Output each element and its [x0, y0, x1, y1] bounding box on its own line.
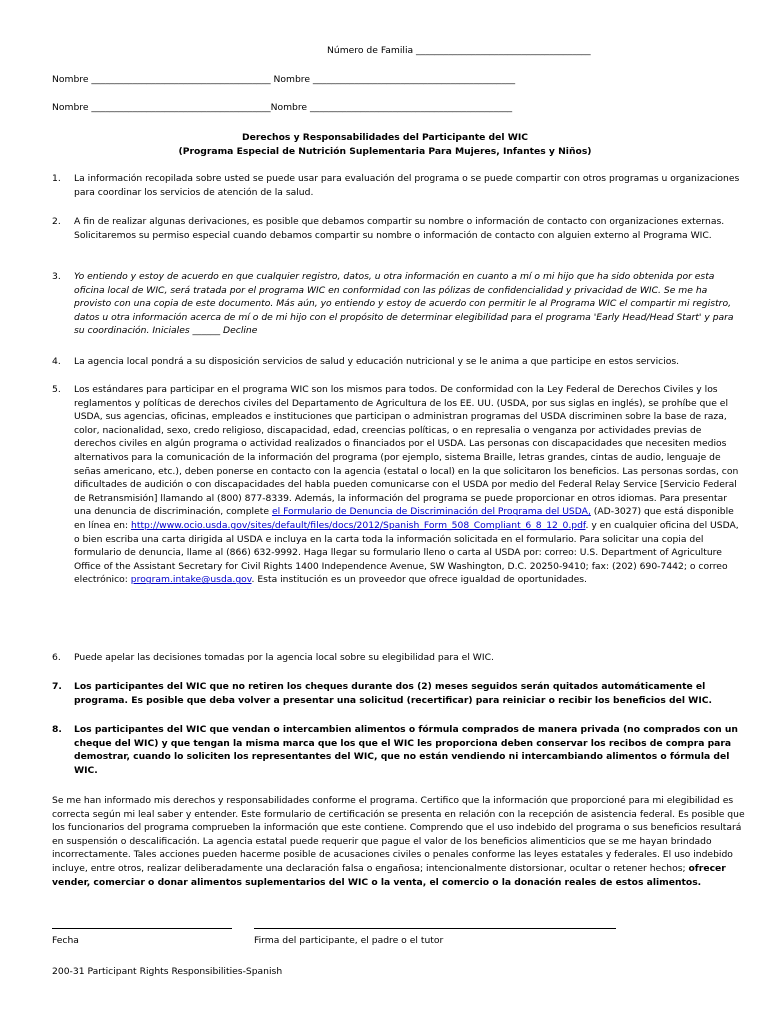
signature-line	[254, 928, 616, 929]
item-number: 8.	[52, 724, 62, 735]
item-text-part: Los estándares para participar en el programa WIC son los mismos para todos. De conformidad con la Ley Federal de Derechos Civiles y los reglamentos y políticas de derechos civiles del Departamento de Agricultura de los EE. UU. (USDA, por sus siglas en inglés), se prohíbe que el USDA, sus agencias, oficinas, empleados e instituciones que participan o administran programas del USDA discriminen sobre la base de raza, color, nacionalidad, sexo, credo religioso, discapacidad, edad, creencias políticas, o en represalia o venganza por actividades previas de derechos civiles en algún programa o actividad realizados o financiados por el USDA. Las personas con discapacidades que necesiten medios alternativos para la comunicación de la información del programa (por ejemplo, sistema Braille, letras grandes, cintas de audio, lenguaje de señas americano, etc.), deben ponerse en contacto con la agencia (estatal o local) en la que solicitaron los beneficios. Las personas sordas, con dificultades de audición o con discapacidades del habla pueden comunicarse con el USDA por medio del Federal Relay Service [Servicio Federal de Retransmisión] llamando al (800) 877-8339. Además, la información del programa se puede proporcionar en otros idiomas. Para presentar una denuncia de discriminación, complete	[74, 384, 739, 518]
item-text: Puede apelar las decisiones tomadas por la agencia local sobre su elegibilidad para el WIC.	[74, 652, 494, 663]
item-text-part: . y en cualquier oficina del USDA, o bien escriba una carta dirigida al USDA e incluya en la carta toda la información solicitada en el formulario. Para solicitar una copia del formulario de denuncia, llame al (866) 632-9992. Haga llegar su formulario lleno o carta al USDA por: correo: U.S. Department of Agriculture Office of the Assistant Secretary for Civil Rights 1400 Independence Avenue, SW Washington, D.C. 20250-9410; fax: (202) 690-7442; o correo electrónico:	[74, 519, 739, 586]
item-text: La agencia local pondrá a su disposición servicios de salud y educación nutricional y se le anima a que participe en estos servicios.	[74, 356, 680, 367]
certification-bold-text: ofrecer vender, comerciar o donar alimentos suplementarios del WIC o la venta, el comercio o la donación reales de estos alimentos.	[52, 862, 726, 888]
name-row-2: Nombre _______________________________________Nombre ____________________________________________	[52, 102, 513, 113]
certification-paragraph	[52, 794, 746, 889]
item-text-part: . Esta institución es un proveedor que ofrece igualdad de oportunidades.	[251, 574, 587, 586]
date-label: Fecha	[52, 935, 79, 946]
certification-text: Se me han informado mis derechos y responsabilidades conforme el programa. Certifico que la información que proporcioné para mi elegibilidad es correcta según mi leal saber y entender. Este formulario de certificación se presenta en relación con la recepción de asistencia federal. Es posible que los funcionarios del programa comprueben la información que este contiene. Comprendo que el uso indebido del programa o sus beneficios resultará en suspensión o descalificación. La agencia estatal puede requerir que pague el valor de los beneficios alimenticios que se me hayan brindado incorrectamente. Tales acciones pueden hacerme posible de acusaciones civiles o penales conforme las leyes estatales y federales. El uso indebido incluye, entre otros, realizar deliberadamente una declaración falsa o engañosa; intencionalmente distorsionar, ocultar o retener hechos;	[52, 795, 745, 874]
complaint-form-url-link[interactable]: http://www.ocio.usda.gov/sites/default/files/docs/2012/Spanish_Form_508_Compliant_6_8_12_0.pdf	[131, 519, 586, 531]
item-text: Yo entiendo y estoy de acuerdo en que cualquier registro, datos, u otra información en cuanto a mí o mi hijo que ha sido obtenida por esta oficina local de WIC, será tratada por el programa WIC en conformidad con las pólizas de confidencialidad y privacidad de WIC. Se me ha provisto con una copia de este documento. Más aún, yo entiendo y estoy de acuerdo con permitir le al Programa WIC el compartir mi registro, datos u otra información acerca de mí o de mi hijo con el propósito de determinar elegibilidad para el programa 'Early Head/Head Start' y para su coordinación. Iniciales ______ Decline	[74, 271, 734, 337]
name-row-1: Nombre _______________________________________ Nombre ____________________________________________	[52, 74, 516, 85]
item-text: Los participantes del WIC que vendan o intercambien alimentos o fórmula comprados de manera privada (no comprados con un cheque del WIC) y que tengan la misma marca que los que el WIC les proporciona deben conservar los recibos de compra para demostrar, cuando lo soliciten los representantes del WIC, que no están vendiendo ni intercambiando alimentos o fórmula del WIC.	[74, 724, 738, 776]
item-number: 6.	[52, 652, 61, 663]
item-number: 2.	[52, 216, 61, 227]
item-number: 1.	[52, 173, 61, 184]
item-number: 3.	[52, 271, 61, 282]
signature-label: Firma del participante, el padre o el tutor	[254, 935, 444, 946]
family-number-field: Número de Familia ______________________________________	[327, 45, 591, 56]
item-number: 7.	[52, 681, 62, 692]
item-number: 5.	[52, 384, 61, 395]
item-text: Los participantes del WIC que no retiren los cheques durante dos (2) meses seguidos serán quitados automáticamente el programa. Es posible que deba volver a presentar una solicitud (recertificar) para reiniciar o recibir los beneficios del WIC.	[74, 681, 712, 706]
email-link[interactable]: program.intake@usda.gov	[130, 574, 252, 586]
page-title: Derechos y Responsabilidades del Participante del WIC	[241, 132, 529, 143]
item-text-part: (AD-3027) que está disponible en línea en:	[74, 506, 734, 531]
form-footer: 200-31 Participant Rights Responsibilities-Spanish	[52, 966, 283, 977]
item-text: A fin de realizar algunas derivaciones, es posible que debamos compartir su nombre o información de contacto con organizaciones externas. Solicitaremos su permiso especial cuando debamos compartir su nombre o información de contacto con alguien externo al Programa WIC.	[74, 216, 725, 241]
item-text	[74, 383, 742, 587]
complaint-form-link[interactable]: el Formulario de Denuncia de Discriminación del Programa del USDA,	[271, 506, 591, 518]
item-number: 4.	[52, 356, 61, 367]
date-line	[52, 928, 232, 929]
item-text: La información recopilada sobre usted se puede usar para evaluación del programa o se puede compartir con otros programas u organizaciones para coordinar los servicios de atención de la salud.	[74, 173, 740, 198]
page-subtitle: (Programa Especial de Nutrición Suplementaria Para Mujeres, Infantes y Niños)	[178, 146, 592, 157]
